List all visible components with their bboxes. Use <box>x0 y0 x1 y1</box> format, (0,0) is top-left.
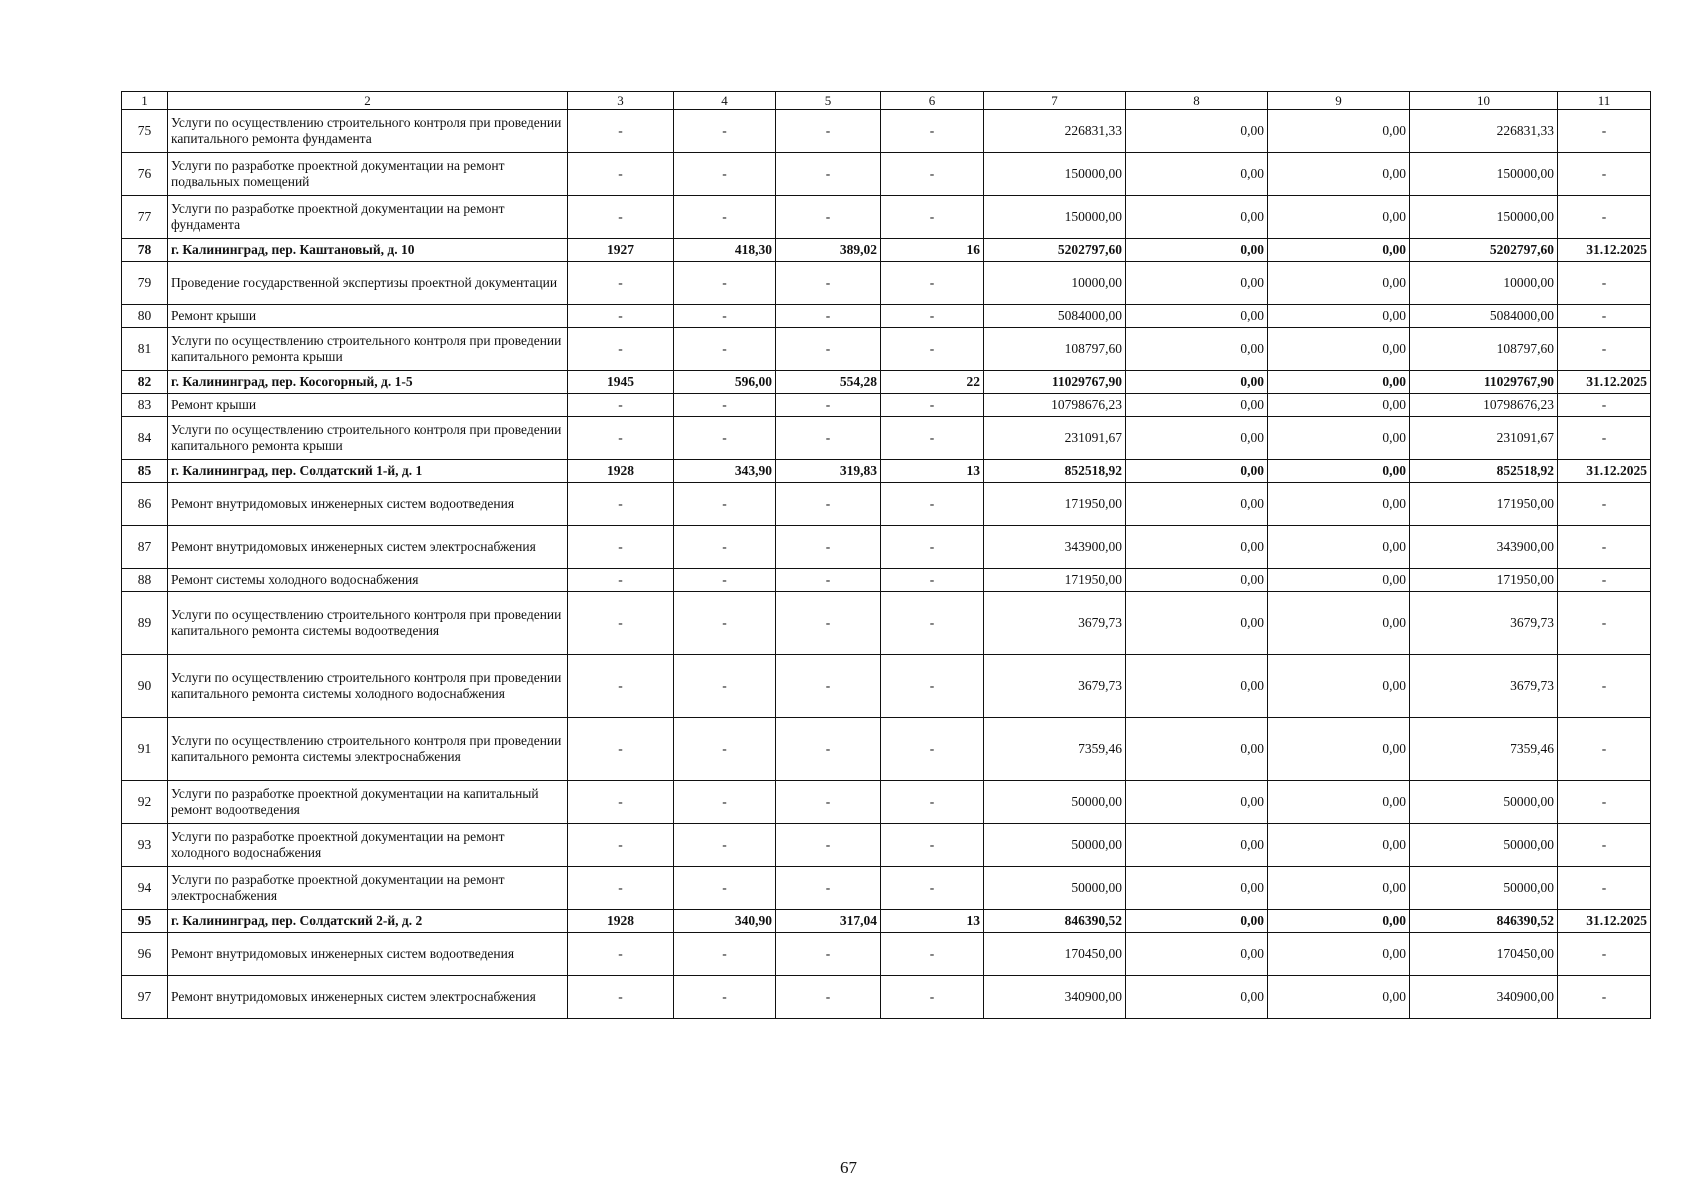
living-area-cell: - <box>776 417 881 460</box>
residents-cell: - <box>881 394 984 417</box>
year-cell: - <box>568 718 674 781</box>
table-row <box>122 781 1651 824</box>
residents-cell: - <box>881 781 984 824</box>
row-number-cell: 90 <box>122 655 168 718</box>
year-cell: 1927 <box>568 239 674 262</box>
regional-fund-cost-cell: 108797,60 <box>1410 328 1558 371</box>
other-cost-cell: 0,00 <box>1268 824 1410 867</box>
total-area-cell: - <box>674 417 776 460</box>
regional-fund-cost-cell: 846390,52 <box>1410 910 1558 933</box>
deadline-cell: - <box>1558 483 1651 526</box>
deadline-cell: - <box>1558 867 1651 910</box>
fund-cost-cell: 0,00 <box>1126 239 1268 262</box>
year-cell: - <box>568 394 674 417</box>
year-cell: - <box>568 110 674 153</box>
fund-cost-cell: 0,00 <box>1126 305 1268 328</box>
residents-cell: - <box>881 483 984 526</box>
work-name-cell: Ремонт системы холодного водоснабжения <box>168 569 568 592</box>
total-area-cell: 340,90 <box>674 910 776 933</box>
total-area-cell: - <box>674 569 776 592</box>
deadline-cell: - <box>1558 110 1651 153</box>
fund-cost-cell: 0,00 <box>1126 110 1268 153</box>
living-area-cell: - <box>776 569 881 592</box>
living-area-cell: 317,04 <box>776 910 881 933</box>
row-number-cell: 79 <box>122 262 168 305</box>
regional-fund-cost-cell: 50000,00 <box>1410 867 1558 910</box>
total-area-cell: 418,30 <box>674 239 776 262</box>
year-cell: 1928 <box>568 460 674 483</box>
other-cost-cell: 0,00 <box>1268 569 1410 592</box>
work-name-cell: Ремонт внутридомовых инженерных систем водоотведения <box>168 933 568 976</box>
total-cost-cell: 226831,33 <box>984 110 1126 153</box>
work-name-cell: г. Калининград, пер. Косогорный, д. 1-5 <box>168 371 568 394</box>
row-number-cell: 93 <box>122 824 168 867</box>
work-name-cell: Услуги по осуществлению строительного контроля при проведении капитального ремонта системы водоотведения <box>168 592 568 655</box>
deadline-cell: 31.12.2025 <box>1558 910 1651 933</box>
row-number-cell: 83 <box>122 394 168 417</box>
deadline-cell: - <box>1558 569 1651 592</box>
row-number-cell: 82 <box>122 371 168 394</box>
row-number-cell: 94 <box>122 867 168 910</box>
total-cost-cell: 170450,00 <box>984 933 1126 976</box>
total-area-cell: - <box>674 526 776 569</box>
year-cell: - <box>568 867 674 910</box>
table-row <box>122 483 1651 526</box>
year-cell: - <box>568 655 674 718</box>
total-area-cell: - <box>674 483 776 526</box>
fund-cost-cell: 0,00 <box>1126 592 1268 655</box>
year-cell: - <box>568 417 674 460</box>
column-number: 2 <box>168 92 568 110</box>
total-cost-cell: 50000,00 <box>984 781 1126 824</box>
deadline-cell: - <box>1558 655 1651 718</box>
regional-fund-cost-cell: 5202797,60 <box>1410 239 1558 262</box>
other-cost-cell: 0,00 <box>1268 592 1410 655</box>
total-cost-cell: 3679,73 <box>984 655 1126 718</box>
living-area-cell: - <box>776 655 881 718</box>
deadline-cell: 31.12.2025 <box>1558 460 1651 483</box>
deadline-cell: - <box>1558 824 1651 867</box>
deadline-cell: - <box>1558 781 1651 824</box>
other-cost-cell: 0,00 <box>1268 483 1410 526</box>
column-number: 10 <box>1410 92 1558 110</box>
residents-cell: - <box>881 110 984 153</box>
other-cost-cell: 0,00 <box>1268 305 1410 328</box>
total-area-cell: - <box>674 824 776 867</box>
row-number-cell: 88 <box>122 569 168 592</box>
regional-fund-cost-cell: 3679,73 <box>1410 592 1558 655</box>
total-area-cell: - <box>674 867 776 910</box>
total-cost-cell: 171950,00 <box>984 569 1126 592</box>
work-name-cell: Ремонт внутридомовых инженерных систем электроснабжения <box>168 526 568 569</box>
total-area-cell: - <box>674 196 776 239</box>
row-number-cell: 86 <box>122 483 168 526</box>
total-cost-cell: 846390,52 <box>984 910 1126 933</box>
table-row <box>122 417 1651 460</box>
year-cell: - <box>568 328 674 371</box>
living-area-cell: - <box>776 933 881 976</box>
other-cost-cell: 0,00 <box>1268 262 1410 305</box>
residents-cell: - <box>881 592 984 655</box>
living-area-cell: - <box>776 976 881 1019</box>
living-area-cell: - <box>776 592 881 655</box>
row-number-cell: 76 <box>122 153 168 196</box>
row-number-cell: 91 <box>122 718 168 781</box>
other-cost-cell: 0,00 <box>1268 196 1410 239</box>
deadline-cell: 31.12.2025 <box>1558 239 1651 262</box>
table-row <box>122 328 1651 371</box>
regional-fund-cost-cell: 150000,00 <box>1410 196 1558 239</box>
regional-fund-cost-cell: 5084000,00 <box>1410 305 1558 328</box>
total-cost-cell: 150000,00 <box>984 153 1126 196</box>
living-area-cell: - <box>776 262 881 305</box>
living-area-cell: - <box>776 110 881 153</box>
table-row <box>122 196 1651 239</box>
other-cost-cell: 0,00 <box>1268 328 1410 371</box>
regional-fund-cost-cell: 170450,00 <box>1410 933 1558 976</box>
living-area-cell: - <box>776 394 881 417</box>
residents-cell: - <box>881 655 984 718</box>
regional-fund-cost-cell: 150000,00 <box>1410 153 1558 196</box>
other-cost-cell: 0,00 <box>1268 655 1410 718</box>
year-cell: - <box>568 592 674 655</box>
total-cost-cell: 10000,00 <box>984 262 1126 305</box>
work-name-cell: г. Калининград, пер. Каштановый, д. 10 <box>168 239 568 262</box>
work-name-cell: Ремонт внутридомовых инженерных систем водоотведения <box>168 483 568 526</box>
row-number-cell: 75 <box>122 110 168 153</box>
year-cell: 1945 <box>568 371 674 394</box>
column-number: 8 <box>1126 92 1268 110</box>
address-row <box>122 460 1651 483</box>
other-cost-cell: 0,00 <box>1268 933 1410 976</box>
table-row <box>122 394 1651 417</box>
regional-fund-cost-cell: 50000,00 <box>1410 824 1558 867</box>
work-name-cell: Услуги по разработке проектной документации на капитальный ремонт водоотведения <box>168 781 568 824</box>
row-number-cell: 85 <box>122 460 168 483</box>
other-cost-cell: 0,00 <box>1268 110 1410 153</box>
regional-fund-cost-cell: 7359,46 <box>1410 718 1558 781</box>
table-row <box>122 305 1651 328</box>
total-cost-cell: 340900,00 <box>984 976 1126 1019</box>
living-area-cell: - <box>776 718 881 781</box>
total-cost-cell: 231091,67 <box>984 417 1126 460</box>
work-name-cell: Услуги по разработке проектной документации на ремонт электроснабжения <box>168 867 568 910</box>
column-number: 7 <box>984 92 1126 110</box>
deadline-cell: - <box>1558 718 1651 781</box>
living-area-cell: - <box>776 867 881 910</box>
living-area-cell: - <box>776 781 881 824</box>
year-cell: - <box>568 976 674 1019</box>
living-area-cell: 389,02 <box>776 239 881 262</box>
total-cost-cell: 150000,00 <box>984 196 1126 239</box>
work-name-cell: Услуги по осуществлению строительного контроля при проведении капитального ремонта системы электроснабжения <box>168 718 568 781</box>
work-name-cell: Ремонт крыши <box>168 305 568 328</box>
work-name-cell: Услуги по осуществлению строительного контроля при проведении капитального ремонта крыши <box>168 417 568 460</box>
residents-cell: - <box>881 305 984 328</box>
table-row <box>122 976 1651 1019</box>
row-number-cell: 96 <box>122 933 168 976</box>
total-area-cell: - <box>674 933 776 976</box>
fund-cost-cell: 0,00 <box>1126 655 1268 718</box>
year-cell: - <box>568 483 674 526</box>
table-body <box>122 110 1651 1019</box>
residents-cell: - <box>881 262 984 305</box>
table-row <box>122 718 1651 781</box>
fund-cost-cell: 0,00 <box>1126 824 1268 867</box>
deadline-cell: - <box>1558 153 1651 196</box>
total-cost-cell: 108797,60 <box>984 328 1126 371</box>
fund-cost-cell: 0,00 <box>1126 460 1268 483</box>
year-cell: - <box>568 305 674 328</box>
fund-cost-cell: 0,00 <box>1126 526 1268 569</box>
capital-repair-table <box>121 91 1651 1019</box>
living-area-cell: 319,83 <box>776 460 881 483</box>
regional-fund-cost-cell: 340900,00 <box>1410 976 1558 1019</box>
regional-fund-cost-cell: 226831,33 <box>1410 110 1558 153</box>
year-cell: - <box>568 781 674 824</box>
total-area-cell: - <box>674 328 776 371</box>
column-number: 5 <box>776 92 881 110</box>
total-area-cell: - <box>674 305 776 328</box>
living-area-cell: - <box>776 153 881 196</box>
row-number-cell: 81 <box>122 328 168 371</box>
other-cost-cell: 0,00 <box>1268 526 1410 569</box>
year-cell: - <box>568 824 674 867</box>
work-name-cell: Услуги по осуществлению строительного контроля при проведении капитального ремонта системы холодного водоснабжения <box>168 655 568 718</box>
row-number-cell: 77 <box>122 196 168 239</box>
living-area-cell: - <box>776 526 881 569</box>
total-cost-cell: 5202797,60 <box>984 239 1126 262</box>
deadline-cell: - <box>1558 262 1651 305</box>
fund-cost-cell: 0,00 <box>1126 153 1268 196</box>
address-row <box>122 371 1651 394</box>
other-cost-cell: 0,00 <box>1268 976 1410 1019</box>
total-area-cell: - <box>674 655 776 718</box>
row-number-cell: 87 <box>122 526 168 569</box>
work-name-cell: Услуги по разработке проектной документации на ремонт холодного водоснабжения <box>168 824 568 867</box>
row-number-cell: 92 <box>122 781 168 824</box>
residents-cell: - <box>881 526 984 569</box>
column-number-row <box>122 92 1651 110</box>
column-number: 3 <box>568 92 674 110</box>
fund-cost-cell: 0,00 <box>1126 196 1268 239</box>
residents-cell: 13 <box>881 910 984 933</box>
deadline-cell: 31.12.2025 <box>1558 371 1651 394</box>
total-cost-cell: 50000,00 <box>984 867 1126 910</box>
residents-cell: - <box>881 867 984 910</box>
total-cost-cell: 5084000,00 <box>984 305 1126 328</box>
column-number: 1 <box>122 92 168 110</box>
year-cell: - <box>568 569 674 592</box>
fund-cost-cell: 0,00 <box>1126 371 1268 394</box>
work-name-cell: Услуги по осуществлению строительного контроля при проведении капитального ремонта фундамента <box>168 110 568 153</box>
deadline-cell: - <box>1558 976 1651 1019</box>
work-name-cell: Услуги по разработке проектной документации на ремонт фундамента <box>168 196 568 239</box>
table-row <box>122 933 1651 976</box>
row-number-cell: 78 <box>122 239 168 262</box>
deadline-cell: - <box>1558 933 1651 976</box>
living-area-cell: - <box>776 824 881 867</box>
table-row <box>122 592 1651 655</box>
residents-cell: - <box>881 196 984 239</box>
other-cost-cell: 0,00 <box>1268 239 1410 262</box>
year-cell: - <box>568 196 674 239</box>
total-cost-cell: 852518,92 <box>984 460 1126 483</box>
other-cost-cell: 0,00 <box>1268 394 1410 417</box>
regional-fund-cost-cell: 231091,67 <box>1410 417 1558 460</box>
fund-cost-cell: 0,00 <box>1126 394 1268 417</box>
table-row <box>122 867 1651 910</box>
residents-cell: - <box>881 328 984 371</box>
total-cost-cell: 3679,73 <box>984 592 1126 655</box>
living-area-cell: 554,28 <box>776 371 881 394</box>
fund-cost-cell: 0,00 <box>1126 867 1268 910</box>
fund-cost-cell: 0,00 <box>1126 781 1268 824</box>
total-cost-cell: 11029767,90 <box>984 371 1126 394</box>
work-name-cell: г. Калининград, пер. Солдатский 1-й, д. 1 <box>168 460 568 483</box>
column-number: 11 <box>1558 92 1651 110</box>
regional-fund-cost-cell: 50000,00 <box>1410 781 1558 824</box>
total-cost-cell: 10798676,23 <box>984 394 1126 417</box>
fund-cost-cell: 0,00 <box>1126 718 1268 781</box>
deadline-cell: - <box>1558 196 1651 239</box>
work-name-cell: Ремонт крыши <box>168 394 568 417</box>
row-number-cell: 84 <box>122 417 168 460</box>
deadline-cell: - <box>1558 526 1651 569</box>
regional-fund-cost-cell: 343900,00 <box>1410 526 1558 569</box>
fund-cost-cell: 0,00 <box>1126 417 1268 460</box>
deadline-cell: - <box>1558 592 1651 655</box>
living-area-cell: - <box>776 196 881 239</box>
table-row <box>122 110 1651 153</box>
address-row <box>122 239 1651 262</box>
table-row <box>122 526 1651 569</box>
year-cell: - <box>568 153 674 196</box>
fund-cost-cell: 0,00 <box>1126 262 1268 305</box>
table-row <box>122 569 1651 592</box>
work-name-cell: Услуги по осуществлению строительного контроля при проведении капитального ремонта крыши <box>168 328 568 371</box>
regional-fund-cost-cell: 171950,00 <box>1410 483 1558 526</box>
fund-cost-cell: 0,00 <box>1126 910 1268 933</box>
residents-cell: - <box>881 824 984 867</box>
total-area-cell: - <box>674 718 776 781</box>
total-area-cell: - <box>674 976 776 1019</box>
total-area-cell: - <box>674 110 776 153</box>
deadline-cell: - <box>1558 417 1651 460</box>
deadline-cell: - <box>1558 394 1651 417</box>
column-number: 6 <box>881 92 984 110</box>
regional-fund-cost-cell: 11029767,90 <box>1410 371 1558 394</box>
total-area-cell: - <box>674 394 776 417</box>
work-name-cell: Ремонт внутридомовых инженерных систем электроснабжения <box>168 976 568 1019</box>
residents-cell: - <box>881 718 984 781</box>
column-number: 9 <box>1268 92 1410 110</box>
residents-cell: - <box>881 569 984 592</box>
regional-fund-cost-cell: 10000,00 <box>1410 262 1558 305</box>
year-cell: 1928 <box>568 910 674 933</box>
other-cost-cell: 0,00 <box>1268 910 1410 933</box>
row-number-cell: 80 <box>122 305 168 328</box>
year-cell: - <box>568 526 674 569</box>
residents-cell: - <box>881 933 984 976</box>
residents-cell: 16 <box>881 239 984 262</box>
living-area-cell: - <box>776 483 881 526</box>
living-area-cell: - <box>776 328 881 371</box>
total-area-cell: - <box>674 781 776 824</box>
total-area-cell: - <box>674 592 776 655</box>
row-number-cell: 95 <box>122 910 168 933</box>
total-area-cell: - <box>674 153 776 196</box>
year-cell: - <box>568 933 674 976</box>
table-row <box>122 824 1651 867</box>
regional-fund-cost-cell: 10798676,23 <box>1410 394 1558 417</box>
table-row <box>122 153 1651 196</box>
page-number: 67 <box>840 1158 857 1177</box>
total-cost-cell: 171950,00 <box>984 483 1126 526</box>
deadline-cell: - <box>1558 328 1651 371</box>
residents-cell: 22 <box>881 371 984 394</box>
residents-cell: - <box>881 976 984 1019</box>
living-area-cell: - <box>776 305 881 328</box>
other-cost-cell: 0,00 <box>1268 417 1410 460</box>
other-cost-cell: 0,00 <box>1268 460 1410 483</box>
address-row <box>122 910 1651 933</box>
work-name-cell: Проведение государственной экспертизы проектной документации <box>168 262 568 305</box>
fund-cost-cell: 0,00 <box>1126 569 1268 592</box>
residents-cell: 13 <box>881 460 984 483</box>
row-number-cell: 97 <box>122 976 168 1019</box>
table-row <box>122 262 1651 305</box>
fund-cost-cell: 0,00 <box>1126 976 1268 1019</box>
other-cost-cell: 0,00 <box>1268 718 1410 781</box>
deadline-cell: - <box>1558 305 1651 328</box>
total-cost-cell: 50000,00 <box>984 824 1126 867</box>
residents-cell: - <box>881 417 984 460</box>
other-cost-cell: 0,00 <box>1268 781 1410 824</box>
work-name-cell: г. Калининград, пер. Солдатский 2-й, д. 2 <box>168 910 568 933</box>
fund-cost-cell: 0,00 <box>1126 328 1268 371</box>
total-area-cell: 596,00 <box>674 371 776 394</box>
other-cost-cell: 0,00 <box>1268 867 1410 910</box>
regional-fund-cost-cell: 3679,73 <box>1410 655 1558 718</box>
other-cost-cell: 0,00 <box>1268 153 1410 196</box>
regional-fund-cost-cell: 852518,92 <box>1410 460 1558 483</box>
table-row <box>122 655 1651 718</box>
total-cost-cell: 343900,00 <box>984 526 1126 569</box>
total-area-cell: 343,90 <box>674 460 776 483</box>
row-number-cell: 89 <box>122 592 168 655</box>
fund-cost-cell: 0,00 <box>1126 483 1268 526</box>
total-cost-cell: 7359,46 <box>984 718 1126 781</box>
fund-cost-cell: 0,00 <box>1126 933 1268 976</box>
column-number: 4 <box>674 92 776 110</box>
year-cell: - <box>568 262 674 305</box>
work-name-cell: Услуги по разработке проектной документации на ремонт подвальных помещений <box>168 153 568 196</box>
total-area-cell: - <box>674 262 776 305</box>
residents-cell: - <box>881 153 984 196</box>
regional-fund-cost-cell: 171950,00 <box>1410 569 1558 592</box>
other-cost-cell: 0,00 <box>1268 371 1410 394</box>
